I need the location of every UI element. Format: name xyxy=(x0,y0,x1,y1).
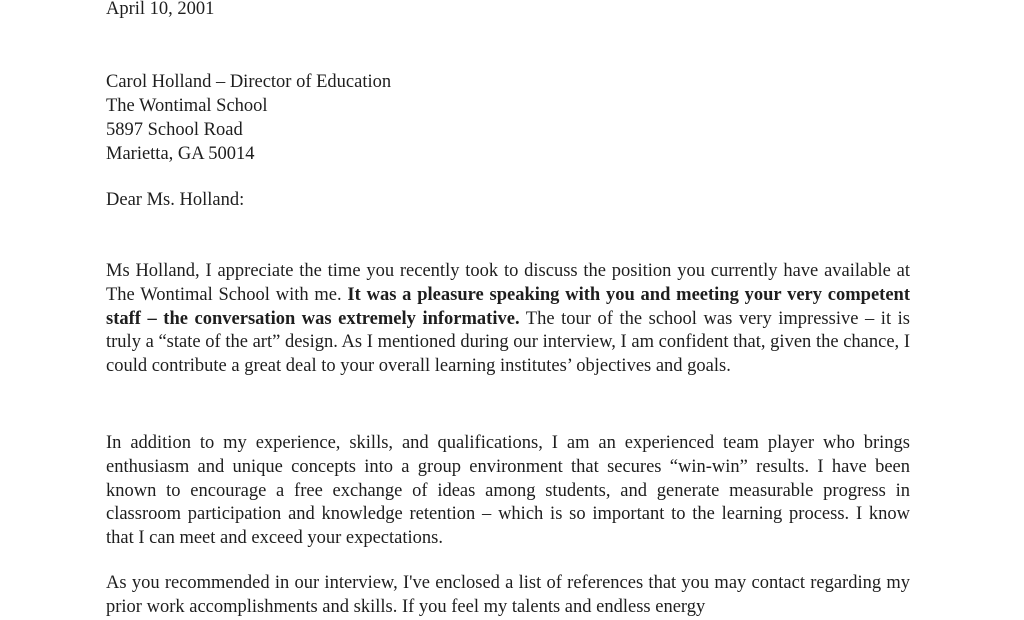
recipient-name-title: Carol Holland – Director of Education xyxy=(106,72,392,92)
paragraph-1 xyxy=(106,260,910,379)
recipient-organization: The Wontimal School xyxy=(106,96,268,116)
paragraph-1-lead: Ms Holland, I appreciate the time you recently took to discuss the position you currently have available at The Wontimal School with me. xyxy=(106,261,910,305)
recipient-street: 5897 School Road xyxy=(106,120,243,140)
paragraph-1-bold: It was a pleasure speaking with you and meeting your very competent staff – the conversation was extremely informative. xyxy=(106,284,910,329)
recipient-city-state-zip: Marietta, GA 50014 xyxy=(106,144,255,164)
letter-date: April 10, 2001 xyxy=(106,0,215,19)
paragraph-1-rest: The tour of the school was very impressive – it is truly a “state of the art” design. As I mentioned during our interview, I am confident that, given the chance, I could contribute a great deal to your overall learning institutes’ objectives and goals. xyxy=(106,308,910,377)
paragraph-2: In addition to my experience, skills, and qualifications, I am an experienced team player who brings enthusiasm and unique concepts into a group environment that secures “win-win” results. I have been known to encourage a free exchange of ideas among students, and generate measurable progress in classroom participation and knowledge retention – which is so important to the learning process. I know that I can meet and exceed your expectations. xyxy=(106,433,910,549)
paragraph-3: As you recommended in our interview, I've enclosed a list of references that you may contact regarding my prior work accomplishments and skills. If you feel my talents and endless energy xyxy=(106,573,910,617)
salutation: Dear Ms. Holland: xyxy=(106,190,245,210)
